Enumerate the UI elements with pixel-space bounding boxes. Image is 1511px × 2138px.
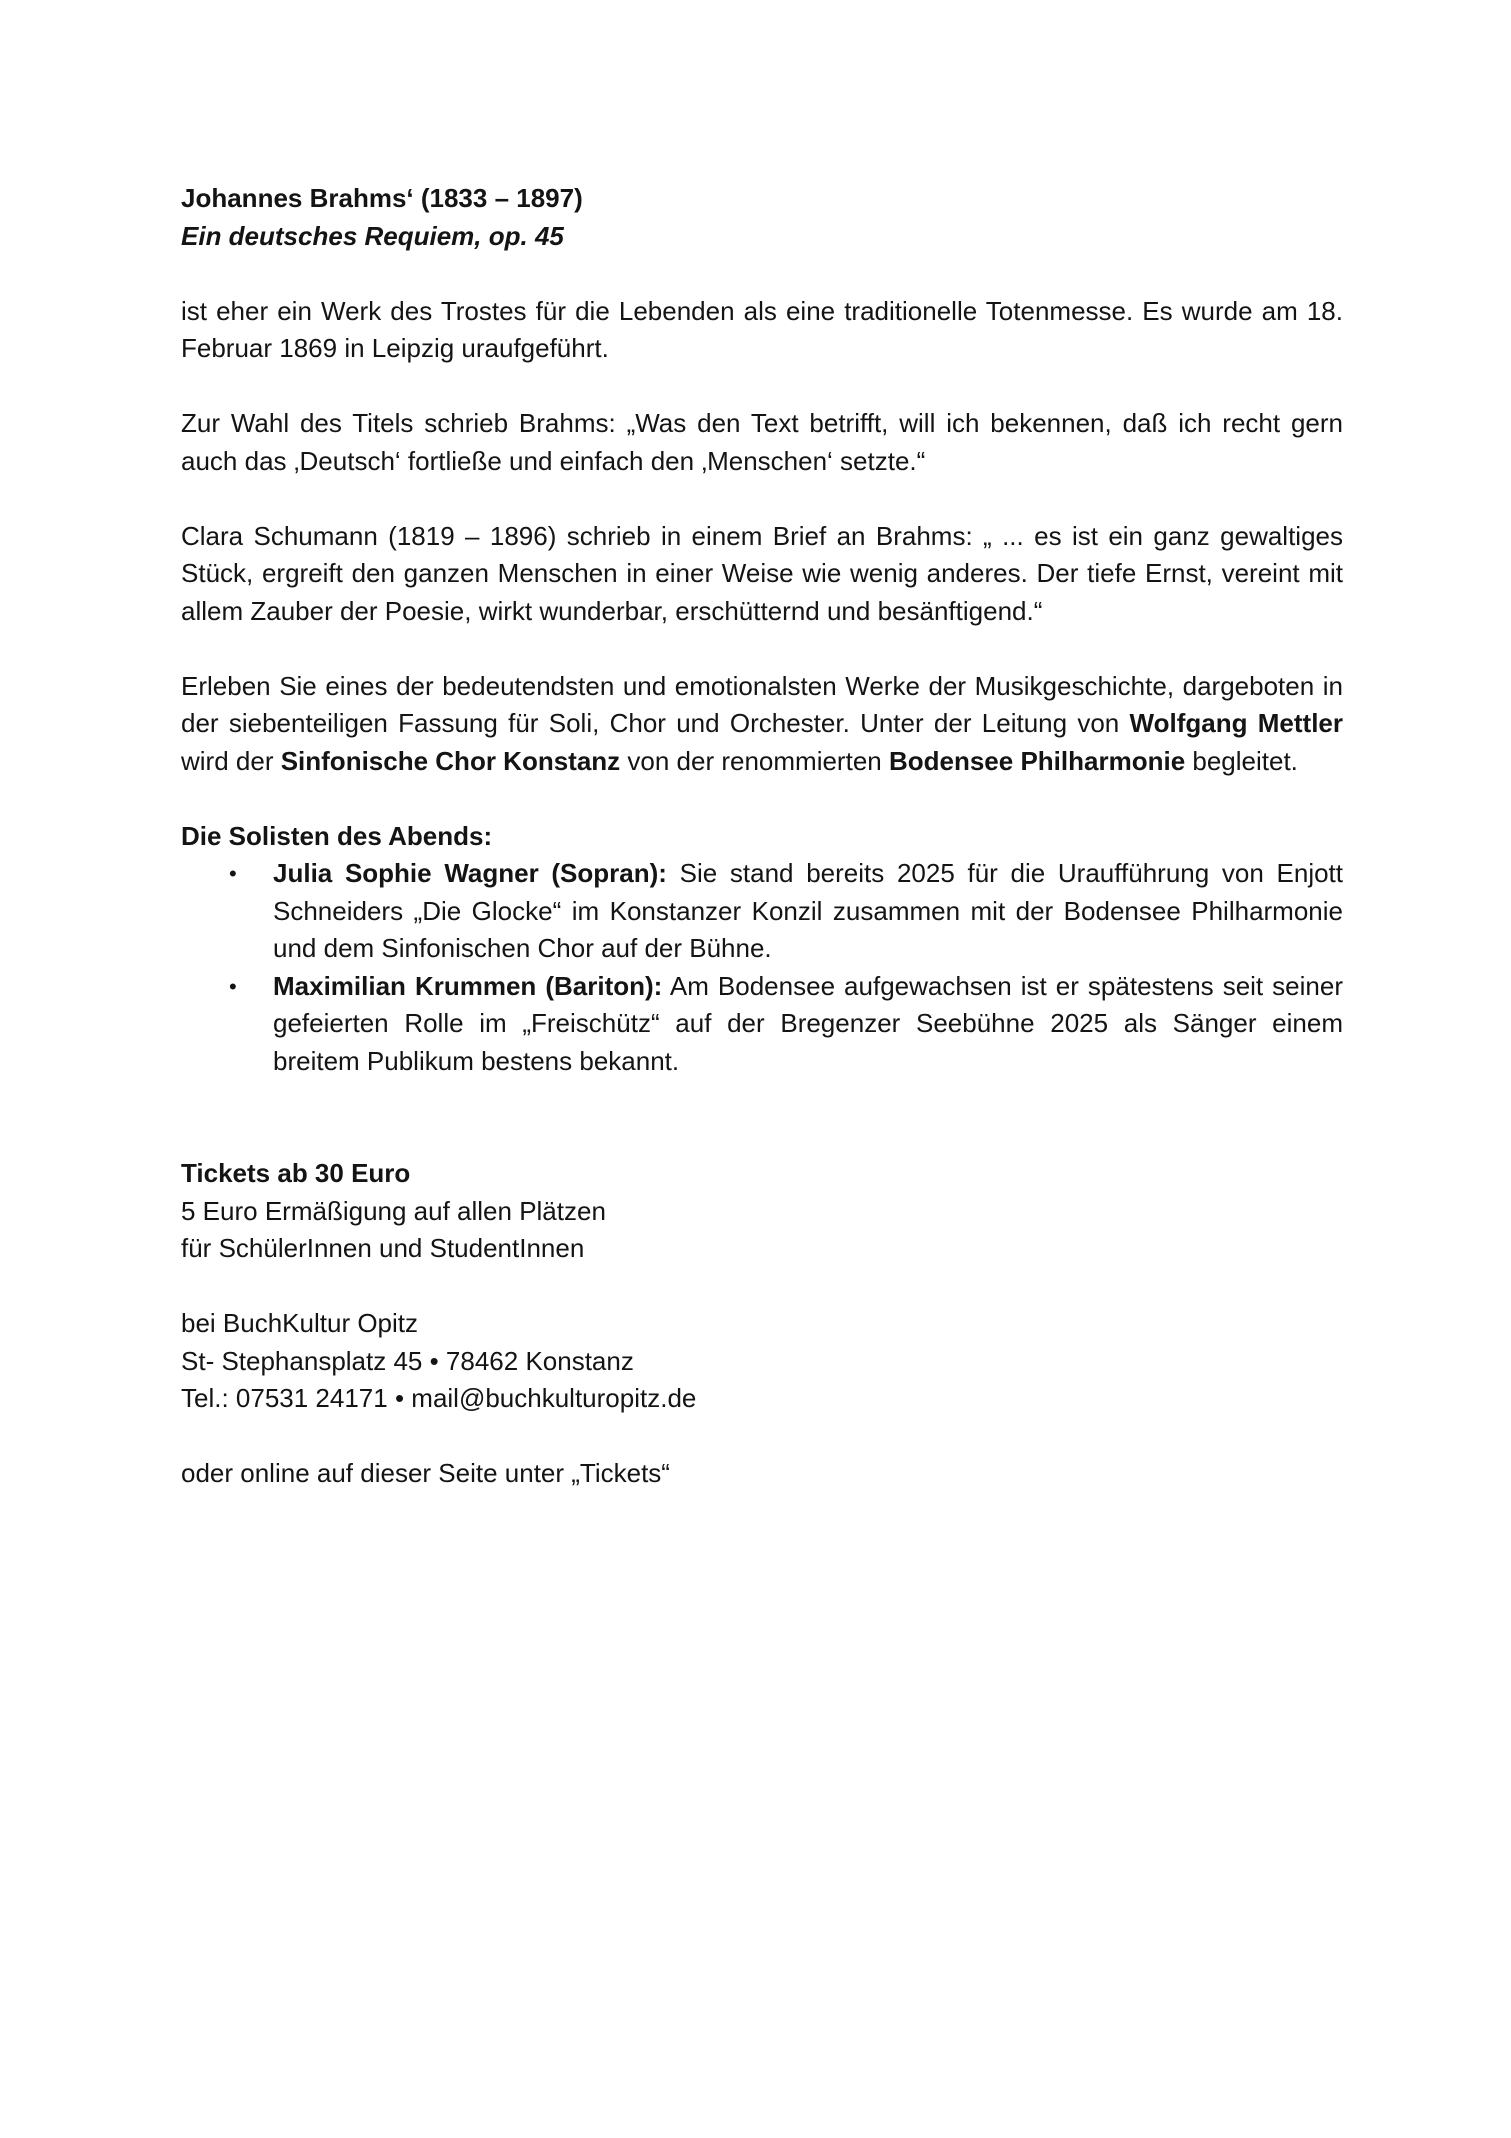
list-item xyxy=(181,855,1343,968)
soloist-description: Am Bodensee aufgewachsen ist er spätestens seit seiner gefeierten Rolle im „Freischütz“ auf der Bregenzer Seebühne 2025 als Sänger einem breitem Publikum bestens bekannt. xyxy=(273,970,1343,1076)
orchestra-name: Bodensee Philharmonie xyxy=(888,745,1186,776)
performance-text-3: von der renommierten xyxy=(620,745,889,776)
choir-name: Sinfonische Chor Konstanz xyxy=(280,745,621,776)
discount-line-1: 5 Euro Ermäßigung auf allen Plätzen xyxy=(181,1195,606,1226)
conductor-name: Wolfgang Mettler xyxy=(1129,708,1343,738)
list-item xyxy=(181,968,1343,1081)
work-title: Ein deutsches Requiem, op. 45 xyxy=(181,220,564,251)
online-tickets-note: oder online auf dieser Seite unter „Tickets“ xyxy=(181,1458,670,1488)
bullet-icon: • xyxy=(229,861,237,886)
vendor-address: St- Stephansplatz 45 • 78462 Konstanz xyxy=(181,1345,634,1376)
soloist-description: Sie stand bereits 2025 für die Uraufführung von Enjott Schneiders „Die Glocke“ im Konstanzer Konzil zusammen mit der Bodensee Philharmonie und dem Sinfonischen Chor auf der Bühne. xyxy=(273,858,1343,963)
performance-text-4: begleitet. xyxy=(1185,745,1298,776)
vendor-contact: Tel.: 07531 24171 • mail@buchkulturopitz.de xyxy=(181,1383,697,1413)
soloists-heading: Die Solisten des Abends: xyxy=(181,820,493,851)
discount-line-2: für SchülerInnen und StudentInnen xyxy=(181,1233,585,1263)
soloist-name: Maximilian Krummen (Bariton): xyxy=(273,970,663,1001)
performance-paragraph xyxy=(181,668,1343,781)
brahms-quote-paragraph: Zur Wahl des Titels schrieb Brahms: „Was den Text betrifft, will ich bekennen, daß ich recht gern auch das ‚Deutsch‘ fortließe und einfach den ‚Menschen‘ setzte.“ xyxy=(181,408,1343,476)
bullet-icon: • xyxy=(229,973,237,999)
performance-text-2: wird der xyxy=(181,745,281,776)
schumann-quote-paragraph: Clara Schumann (1819 – 1896) schrieb in einem Brief an Brahms: „ ... es ist ein ganz gewaltiges Stück, ergreift den ganzen Menschen in einer Weise wie wenig anderes. Der tiefe Ernst, vereint mit allem Zauber der Poesie, wirkt wunderbar, erschütternd und besänftigend.“ xyxy=(181,520,1343,626)
vendor-name: bei BuchKultur Opitz xyxy=(181,1308,419,1338)
concert-title: Johannes Brahms‘ (1833 – 1897) xyxy=(181,183,583,213)
soloists-list xyxy=(181,855,1343,1080)
document-page xyxy=(181,180,1343,1493)
performance-text-1: Erleben Sie eines der bedeutendsten und emotionalsten Werke der Musikgeschichte, dargeboten in der siebenteiligen Fassung für Soli, Chor und Orchester. Unter der Leitung von xyxy=(181,670,1343,738)
tickets-heading: Tickets ab 30 Euro xyxy=(181,1158,411,1188)
intro-paragraph: ist eher ein Werk des Trostes für die Lebenden als eine traditionelle Totenmesse. Es wurde am 18. Februar 1869 in Leipzig uraufgeführt. xyxy=(181,295,1343,363)
soloist-name: Julia Sophie Wagner (Sopran): xyxy=(273,858,667,888)
